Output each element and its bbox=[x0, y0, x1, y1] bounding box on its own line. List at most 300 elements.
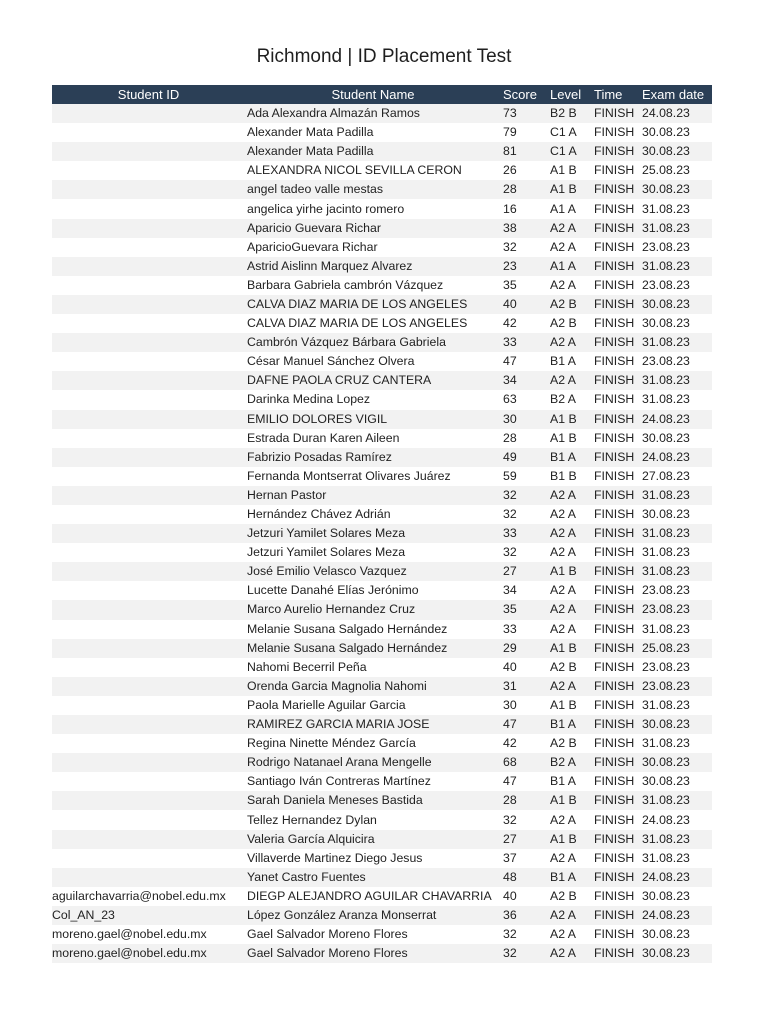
level-cell: A1 B bbox=[548, 830, 592, 849]
student-id-cell bbox=[52, 734, 245, 753]
score-cell: 26 bbox=[501, 161, 548, 180]
exam-date-cell: 31.08.23 bbox=[640, 696, 712, 715]
student-name-cell: Santiago Iván Contreras Martínez bbox=[245, 772, 501, 791]
level-cell: A2 B bbox=[548, 314, 592, 333]
time-cell: FINISH bbox=[592, 123, 640, 142]
student-id-cell bbox=[52, 639, 245, 658]
exam-date-cell: 25.08.23 bbox=[640, 161, 712, 180]
exam-date-cell: 24.08.23 bbox=[640, 868, 712, 887]
student-name-cell: Melanie Susana Salgado Hernández bbox=[245, 639, 501, 658]
student-name-cell: Hernández Chávez Adrián bbox=[245, 505, 501, 524]
student-name-cell: Jetzuri Yamilet Solares Meza bbox=[245, 543, 501, 562]
exam-date-cell: 30.08.23 bbox=[640, 753, 712, 772]
score-cell: 34 bbox=[501, 581, 548, 600]
table-row bbox=[52, 219, 712, 238]
student-name-cell: AparicioGuevara Richar bbox=[245, 238, 501, 257]
exam-date-cell: 31.08.23 bbox=[640, 791, 712, 810]
score-cell: 79 bbox=[501, 123, 548, 142]
exam-date-cell: 24.08.23 bbox=[640, 104, 712, 123]
exam-date-cell: 27.08.23 bbox=[640, 467, 712, 486]
level-cell: A2 A bbox=[548, 810, 592, 829]
level-cell: A2 B bbox=[548, 887, 592, 906]
table-row bbox=[52, 944, 712, 963]
score-cell: 32 bbox=[501, 486, 548, 505]
student-id-cell bbox=[52, 677, 245, 696]
student-name-cell: Cambrón Vázquez Bárbara Gabriela bbox=[245, 333, 501, 352]
table-row bbox=[52, 658, 712, 677]
exam-date-cell: 31.08.23 bbox=[640, 219, 712, 238]
student-id-cell bbox=[52, 810, 245, 829]
student-id-cell bbox=[52, 276, 245, 295]
score-cell: 33 bbox=[501, 620, 548, 639]
student-name-cell: Darinka Medina Lopez bbox=[245, 390, 501, 409]
exam-date-cell: 24.08.23 bbox=[640, 410, 712, 429]
exam-date-cell: 24.08.23 bbox=[640, 448, 712, 467]
level-cell: A2 A bbox=[548, 600, 592, 619]
table-row bbox=[52, 639, 712, 658]
student-name-cell: Rodrigo Natanael Arana Mengelle bbox=[245, 753, 501, 772]
time-cell: FINISH bbox=[592, 543, 640, 562]
level-cell: A1 A bbox=[548, 257, 592, 276]
student-id-cell bbox=[52, 390, 245, 409]
table-row bbox=[52, 467, 712, 486]
table-row bbox=[52, 314, 712, 333]
table-row bbox=[52, 276, 712, 295]
student-id-cell bbox=[52, 333, 245, 352]
score-cell: 23 bbox=[501, 257, 548, 276]
student-name-cell: Fernanda Montserrat Olivares Juárez bbox=[245, 467, 501, 486]
level-cell: B2 A bbox=[548, 390, 592, 409]
header-score: Score bbox=[501, 85, 548, 104]
time-cell: FINISH bbox=[592, 276, 640, 295]
student-id-cell bbox=[52, 791, 245, 810]
level-cell: A2 A bbox=[548, 620, 592, 639]
student-id-cell bbox=[52, 658, 245, 677]
table-row bbox=[52, 161, 712, 180]
exam-date-cell: 31.08.23 bbox=[640, 524, 712, 543]
level-cell: A1 B bbox=[548, 639, 592, 658]
score-cell: 32 bbox=[501, 810, 548, 829]
score-cell: 32 bbox=[501, 925, 548, 944]
table-row bbox=[52, 333, 712, 352]
student-name-cell: Alexander Mata Padilla bbox=[245, 123, 501, 142]
student-name-cell: CALVA DIAZ MARIA DE LOS ANGELES bbox=[245, 295, 501, 314]
score-cell: 42 bbox=[501, 734, 548, 753]
table-row bbox=[52, 696, 712, 715]
student-id-cell bbox=[52, 257, 245, 276]
student-id-cell: Col_AN_23 bbox=[52, 906, 245, 925]
time-cell: FINISH bbox=[592, 600, 640, 619]
score-cell: 28 bbox=[501, 180, 548, 199]
level-cell: A1 B bbox=[548, 410, 592, 429]
exam-date-cell: 31.08.23 bbox=[640, 371, 712, 390]
student-name-cell: Lucette Danahé Elías Jerónimo bbox=[245, 581, 501, 600]
student-id-cell bbox=[52, 161, 245, 180]
table-row bbox=[52, 830, 712, 849]
student-id-cell: moreno.gael@nobel.edu.mx bbox=[52, 944, 245, 963]
table-row bbox=[52, 123, 712, 142]
student-name-cell: Hernan Pastor bbox=[245, 486, 501, 505]
time-cell: FINISH bbox=[592, 810, 640, 829]
exam-date-cell: 31.08.23 bbox=[640, 486, 712, 505]
time-cell: FINISH bbox=[592, 161, 640, 180]
score-cell: 16 bbox=[501, 199, 548, 218]
student-name-cell: Regina Ninette Méndez García bbox=[245, 734, 501, 753]
header-exam-date: Exam date bbox=[640, 85, 712, 104]
table-row bbox=[52, 734, 712, 753]
student-name-cell: Ada Alexandra Almazán Ramos bbox=[245, 104, 501, 123]
student-name-cell: Marco Aurelio Hernandez Cruz bbox=[245, 600, 501, 619]
student-name-cell: Villaverde Martinez Diego Jesus bbox=[245, 849, 501, 868]
time-cell: FINISH bbox=[592, 581, 640, 600]
exam-date-cell: 31.08.23 bbox=[640, 620, 712, 639]
table-row bbox=[52, 887, 712, 906]
exam-date-cell: 30.08.23 bbox=[640, 314, 712, 333]
exam-date-cell: 24.08.23 bbox=[640, 810, 712, 829]
student-id-cell bbox=[52, 543, 245, 562]
level-cell: B1 A bbox=[548, 352, 592, 371]
level-cell: A2 A bbox=[548, 505, 592, 524]
time-cell: FINISH bbox=[592, 199, 640, 218]
score-cell: 34 bbox=[501, 371, 548, 390]
student-id-cell bbox=[52, 199, 245, 218]
score-cell: 63 bbox=[501, 390, 548, 409]
level-cell: B1 A bbox=[548, 772, 592, 791]
score-cell: 40 bbox=[501, 887, 548, 906]
student-name-cell: Barbara Gabriela cambrón Vázquez bbox=[245, 276, 501, 295]
level-cell: A2 A bbox=[548, 276, 592, 295]
score-cell: 32 bbox=[501, 505, 548, 524]
student-name-cell: Astrid Aislinn Marquez Alvarez bbox=[245, 257, 501, 276]
time-cell: FINISH bbox=[592, 677, 640, 696]
score-cell: 73 bbox=[501, 104, 548, 123]
student-name-cell: Jetzuri Yamilet Solares Meza bbox=[245, 524, 501, 543]
score-cell: 32 bbox=[501, 238, 548, 257]
student-name-cell: César Manuel Sánchez Olvera bbox=[245, 352, 501, 371]
time-cell: FINISH bbox=[592, 753, 640, 772]
time-cell: FINISH bbox=[592, 257, 640, 276]
level-cell: A1 B bbox=[548, 180, 592, 199]
header-level: Level bbox=[548, 85, 592, 104]
score-cell: 47 bbox=[501, 352, 548, 371]
table-row bbox=[52, 390, 712, 409]
table-row bbox=[52, 486, 712, 505]
level-cell: A1 B bbox=[548, 791, 592, 810]
exam-date-cell: 30.08.23 bbox=[640, 925, 712, 944]
level-cell: B1 A bbox=[548, 448, 592, 467]
level-cell: A2 A bbox=[548, 906, 592, 925]
time-cell: FINISH bbox=[592, 658, 640, 677]
student-id-cell bbox=[52, 123, 245, 142]
student-name-cell: Sarah Daniela Meneses Bastida bbox=[245, 791, 501, 810]
level-cell: A1 B bbox=[548, 429, 592, 448]
student-name-cell: Tellez Hernandez Dylan bbox=[245, 810, 501, 829]
time-cell: FINISH bbox=[592, 371, 640, 390]
score-cell: 42 bbox=[501, 314, 548, 333]
student-id-cell bbox=[52, 352, 245, 371]
exam-date-cell: 23.08.23 bbox=[640, 581, 712, 600]
table-row bbox=[52, 810, 712, 829]
table-row bbox=[52, 925, 712, 944]
time-cell: FINISH bbox=[592, 429, 640, 448]
time-cell: FINISH bbox=[592, 142, 640, 161]
level-cell: A2 A bbox=[548, 944, 592, 963]
table-row bbox=[52, 524, 712, 543]
level-cell: A2 A bbox=[548, 524, 592, 543]
table-row bbox=[52, 410, 712, 429]
student-id-cell: aguilarchavarria@nobel.edu.mx bbox=[52, 887, 245, 906]
time-cell: FINISH bbox=[592, 849, 640, 868]
score-cell: 35 bbox=[501, 600, 548, 619]
time-cell: FINISH bbox=[592, 410, 640, 429]
score-cell: 35 bbox=[501, 276, 548, 295]
time-cell: FINISH bbox=[592, 830, 640, 849]
student-id-cell bbox=[52, 600, 245, 619]
time-cell: FINISH bbox=[592, 562, 640, 581]
exam-date-cell: 23.08.23 bbox=[640, 658, 712, 677]
exam-date-cell: 30.08.23 bbox=[640, 142, 712, 161]
score-cell: 37 bbox=[501, 849, 548, 868]
student-name-cell: José Emilio Velasco Vazquez bbox=[245, 562, 501, 581]
table-row bbox=[52, 371, 712, 390]
student-name-cell: CALVA DIAZ MARIA DE LOS ANGELES bbox=[245, 314, 501, 333]
time-cell: FINISH bbox=[592, 696, 640, 715]
student-id-cell bbox=[52, 295, 245, 314]
exam-date-cell: 23.08.23 bbox=[640, 352, 712, 371]
table-row bbox=[52, 600, 712, 619]
score-cell: 33 bbox=[501, 524, 548, 543]
student-name-cell: Estrada Duran Karen Aileen bbox=[245, 429, 501, 448]
student-id-cell bbox=[52, 371, 245, 390]
exam-date-cell: 23.08.23 bbox=[640, 276, 712, 295]
exam-date-cell: 30.08.23 bbox=[640, 429, 712, 448]
level-cell: A2 A bbox=[548, 333, 592, 352]
level-cell: B1 A bbox=[548, 715, 592, 734]
level-cell: B2 B bbox=[548, 104, 592, 123]
student-name-cell: Paola Marielle Aguilar Garcia bbox=[245, 696, 501, 715]
time-cell: FINISH bbox=[592, 486, 640, 505]
time-cell: FINISH bbox=[592, 180, 640, 199]
time-cell: FINISH bbox=[592, 219, 640, 238]
time-cell: FINISH bbox=[592, 944, 640, 963]
exam-date-cell: 25.08.23 bbox=[640, 639, 712, 658]
level-cell: A2 B bbox=[548, 658, 592, 677]
table-row bbox=[52, 791, 712, 810]
exam-date-cell: 30.08.23 bbox=[640, 505, 712, 524]
table-row bbox=[52, 238, 712, 257]
level-cell: C1 A bbox=[548, 123, 592, 142]
time-cell: FINISH bbox=[592, 467, 640, 486]
header-student-id: Student ID bbox=[52, 85, 245, 104]
level-cell: A1 B bbox=[548, 161, 592, 180]
exam-date-cell: 31.08.23 bbox=[640, 830, 712, 849]
exam-date-cell: 30.08.23 bbox=[640, 295, 712, 314]
table-row bbox=[52, 543, 712, 562]
score-cell: 81 bbox=[501, 142, 548, 161]
score-cell: 38 bbox=[501, 219, 548, 238]
student-id-cell bbox=[52, 562, 245, 581]
time-cell: FINISH bbox=[592, 639, 640, 658]
table-row bbox=[52, 677, 712, 696]
results-table bbox=[52, 85, 712, 963]
score-cell: 47 bbox=[501, 715, 548, 734]
table-row bbox=[52, 295, 712, 314]
student-id-cell bbox=[52, 696, 245, 715]
time-cell: FINISH bbox=[592, 505, 640, 524]
student-name-cell: Orenda Garcia Magnolia Nahomi bbox=[245, 677, 501, 696]
student-id-cell bbox=[52, 715, 245, 734]
header-student-name: Student Name bbox=[245, 85, 501, 104]
time-cell: FINISH bbox=[592, 314, 640, 333]
table-row bbox=[52, 180, 712, 199]
exam-date-cell: 24.08.23 bbox=[640, 906, 712, 925]
score-cell: 27 bbox=[501, 562, 548, 581]
time-cell: FINISH bbox=[592, 238, 640, 257]
table-header-row bbox=[52, 85, 712, 104]
time-cell: FINISH bbox=[592, 295, 640, 314]
student-name-cell: DIEGP ALEJANDRO AGUILAR CHAVARRIA bbox=[245, 887, 501, 906]
score-cell: 40 bbox=[501, 658, 548, 677]
score-cell: 49 bbox=[501, 448, 548, 467]
student-id-cell bbox=[52, 524, 245, 543]
score-cell: 28 bbox=[501, 791, 548, 810]
student-id-cell bbox=[52, 772, 245, 791]
student-id-cell bbox=[52, 142, 245, 161]
student-name-cell: EMILIO DOLORES VIGIL bbox=[245, 410, 501, 429]
exam-date-cell: 31.08.23 bbox=[640, 390, 712, 409]
student-id-cell bbox=[52, 581, 245, 600]
student-name-cell: Yanet Castro Fuentes bbox=[245, 868, 501, 887]
table-row bbox=[52, 199, 712, 218]
table-row bbox=[52, 104, 712, 123]
student-name-cell: DAFNE PAOLA CRUZ CANTERA bbox=[245, 371, 501, 390]
exam-date-cell: 30.08.23 bbox=[640, 180, 712, 199]
table-row bbox=[52, 257, 712, 276]
level-cell: A2 A bbox=[548, 677, 592, 696]
time-cell: FINISH bbox=[592, 772, 640, 791]
student-id-cell bbox=[52, 830, 245, 849]
exam-date-cell: 31.08.23 bbox=[640, 257, 712, 276]
student-name-cell: Fabrizio Posadas Ramírez bbox=[245, 448, 501, 467]
student-id-cell bbox=[52, 505, 245, 524]
student-name-cell: Gael Salvador Moreno Flores bbox=[245, 944, 501, 963]
level-cell: A2 A bbox=[548, 486, 592, 505]
table-row bbox=[52, 849, 712, 868]
student-id-cell bbox=[52, 104, 245, 123]
exam-date-cell: 23.08.23 bbox=[640, 677, 712, 696]
table-row bbox=[52, 448, 712, 467]
table-body bbox=[52, 104, 712, 963]
time-cell: FINISH bbox=[592, 868, 640, 887]
student-name-cell: Nahomi Becerril Peña bbox=[245, 658, 501, 677]
score-cell: 47 bbox=[501, 772, 548, 791]
level-cell: A2 A bbox=[548, 371, 592, 390]
time-cell: FINISH bbox=[592, 925, 640, 944]
student-name-cell: angel tadeo valle mestas bbox=[245, 180, 501, 199]
student-id-cell bbox=[52, 314, 245, 333]
student-id-cell bbox=[52, 448, 245, 467]
score-cell: 48 bbox=[501, 868, 548, 887]
student-id-cell bbox=[52, 868, 245, 887]
table-row bbox=[52, 562, 712, 581]
time-cell: FINISH bbox=[592, 448, 640, 467]
table-row bbox=[52, 906, 712, 925]
score-cell: 59 bbox=[501, 467, 548, 486]
table-row bbox=[52, 505, 712, 524]
time-cell: FINISH bbox=[592, 791, 640, 810]
time-cell: FINISH bbox=[592, 734, 640, 753]
level-cell: A2 A bbox=[548, 581, 592, 600]
table-row bbox=[52, 142, 712, 161]
exam-date-cell: 30.08.23 bbox=[640, 944, 712, 963]
score-cell: 29 bbox=[501, 639, 548, 658]
time-cell: FINISH bbox=[592, 715, 640, 734]
exam-date-cell: 31.08.23 bbox=[640, 333, 712, 352]
exam-date-cell: 31.08.23 bbox=[640, 199, 712, 218]
exam-date-cell: 30.08.23 bbox=[640, 887, 712, 906]
student-id-cell bbox=[52, 849, 245, 868]
score-cell: 36 bbox=[501, 906, 548, 925]
table-row bbox=[52, 429, 712, 448]
time-cell: FINISH bbox=[592, 887, 640, 906]
table-row bbox=[52, 581, 712, 600]
student-id-cell bbox=[52, 410, 245, 429]
exam-date-cell: 30.08.23 bbox=[640, 123, 712, 142]
student-name-cell: angelica yirhe jacinto romero bbox=[245, 199, 501, 218]
exam-date-cell: 31.08.23 bbox=[640, 734, 712, 753]
level-cell: A1 B bbox=[548, 696, 592, 715]
level-cell: B2 A bbox=[548, 753, 592, 772]
student-name-cell: Gael Salvador Moreno Flores bbox=[245, 925, 501, 944]
score-cell: 31 bbox=[501, 677, 548, 696]
student-id-cell bbox=[52, 486, 245, 505]
student-id-cell bbox=[52, 467, 245, 486]
level-cell: B1 A bbox=[548, 868, 592, 887]
student-name-cell: Aparicio Guevara Richar bbox=[245, 219, 501, 238]
student-id-cell bbox=[52, 620, 245, 639]
table-row bbox=[52, 753, 712, 772]
level-cell: A2 A bbox=[548, 219, 592, 238]
page-title: Richmond | ID Placement Test bbox=[256, 46, 512, 67]
student-id-cell bbox=[52, 180, 245, 199]
time-cell: FINISH bbox=[592, 390, 640, 409]
score-cell: 68 bbox=[501, 753, 548, 772]
time-cell: FINISH bbox=[592, 352, 640, 371]
level-cell: B1 B bbox=[548, 467, 592, 486]
header-time: Time bbox=[592, 85, 640, 104]
time-cell: FINISH bbox=[592, 524, 640, 543]
time-cell: FINISH bbox=[592, 620, 640, 639]
level-cell: A2 A bbox=[548, 849, 592, 868]
student-id-cell: moreno.gael@nobel.edu.mx bbox=[52, 925, 245, 944]
score-cell: 32 bbox=[501, 944, 548, 963]
student-name-cell: Valeria García Alquicira bbox=[245, 830, 501, 849]
level-cell: A1 A bbox=[548, 199, 592, 218]
exam-date-cell: 31.08.23 bbox=[640, 543, 712, 562]
student-id-cell bbox=[52, 219, 245, 238]
level-cell: A2 B bbox=[548, 295, 592, 314]
student-id-cell bbox=[52, 429, 245, 448]
level-cell: A2 B bbox=[548, 734, 592, 753]
exam-date-cell: 23.08.23 bbox=[640, 238, 712, 257]
score-cell: 27 bbox=[501, 830, 548, 849]
student-name-cell: Alexander Mata Padilla bbox=[245, 142, 501, 161]
student-name-cell: RAMIREZ GARCIA MARIA JOSE bbox=[245, 715, 501, 734]
score-cell: 30 bbox=[501, 696, 548, 715]
exam-date-cell: 30.08.23 bbox=[640, 772, 712, 791]
score-cell: 28 bbox=[501, 429, 548, 448]
table-row bbox=[52, 352, 712, 371]
